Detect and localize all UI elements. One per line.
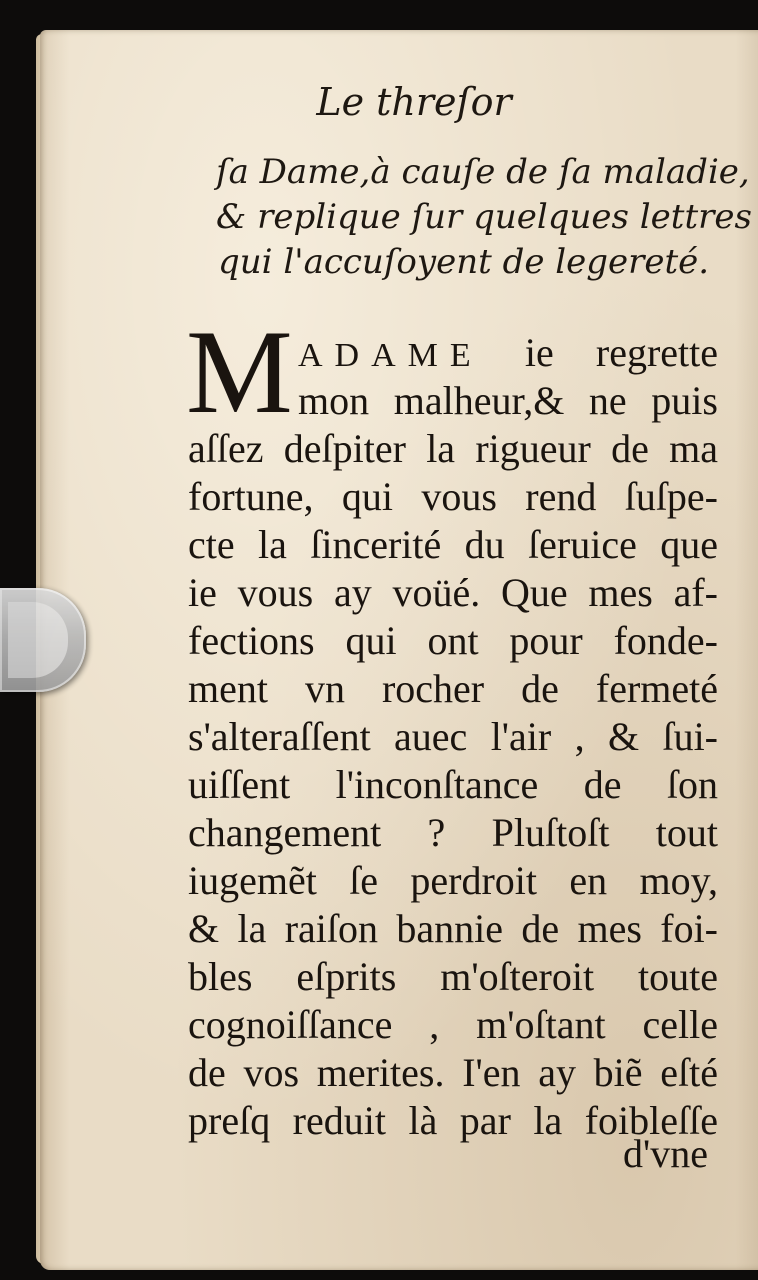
body-line: ie vous ay voüé. Que mes af- (188, 570, 718, 615)
body-line: aſſez deſpiter la rigueur de ma (188, 426, 718, 471)
running-title: Le threſor (316, 80, 512, 124)
running-head (0, 80, 758, 282)
body-line: fections qui ont pour fonde- (188, 618, 718, 663)
book-clamp (0, 588, 86, 692)
body-line: bles eſprits m'oſteroit toute (188, 954, 718, 999)
drop-capital: M (186, 305, 293, 438)
body-line: & la raiſon bannie de mes foi- (188, 906, 718, 951)
body-line: iugemẽt ſe perdroit en moy, (188, 858, 718, 903)
catchword: d'vne (623, 1131, 708, 1176)
heading-line-1: ſa Dame,à cauſe de ſa maladie, (216, 152, 750, 192)
body-line: ment vn rocher de fermeté (188, 666, 718, 711)
body-line: preſq reduit là par la foibleſſe (188, 1098, 718, 1143)
body-line: cognoiſſance , m'oſtant celle (188, 1002, 718, 1047)
heading-line-3: qui l'accuſoyent de legereté. (218, 242, 710, 282)
body-line: de vos merites. I'en ay biẽ eſté (188, 1050, 718, 1095)
first-line-rest: ie regrette (524, 330, 719, 375)
heading-line-2: & replique ſur quelques lettres (216, 197, 752, 237)
body-line: s'alteraſſent auec l'air , & ſui- (188, 714, 718, 759)
body-line-first (298, 330, 718, 376)
book-clamp-highlight (8, 602, 68, 678)
body-line: cte la ſincerité du ſeruice que (188, 522, 718, 567)
body-line: fortune, qui vous rend ſuſpe- (188, 474, 718, 519)
body-line: uiſſent l'inconſtance de ſon (188, 762, 718, 807)
body-line: mon malheur,& ne puis (298, 378, 718, 423)
first-word-smallcaps: ADAME (298, 337, 483, 374)
body-line: changement ? Pluſtoſt tout (188, 810, 718, 855)
